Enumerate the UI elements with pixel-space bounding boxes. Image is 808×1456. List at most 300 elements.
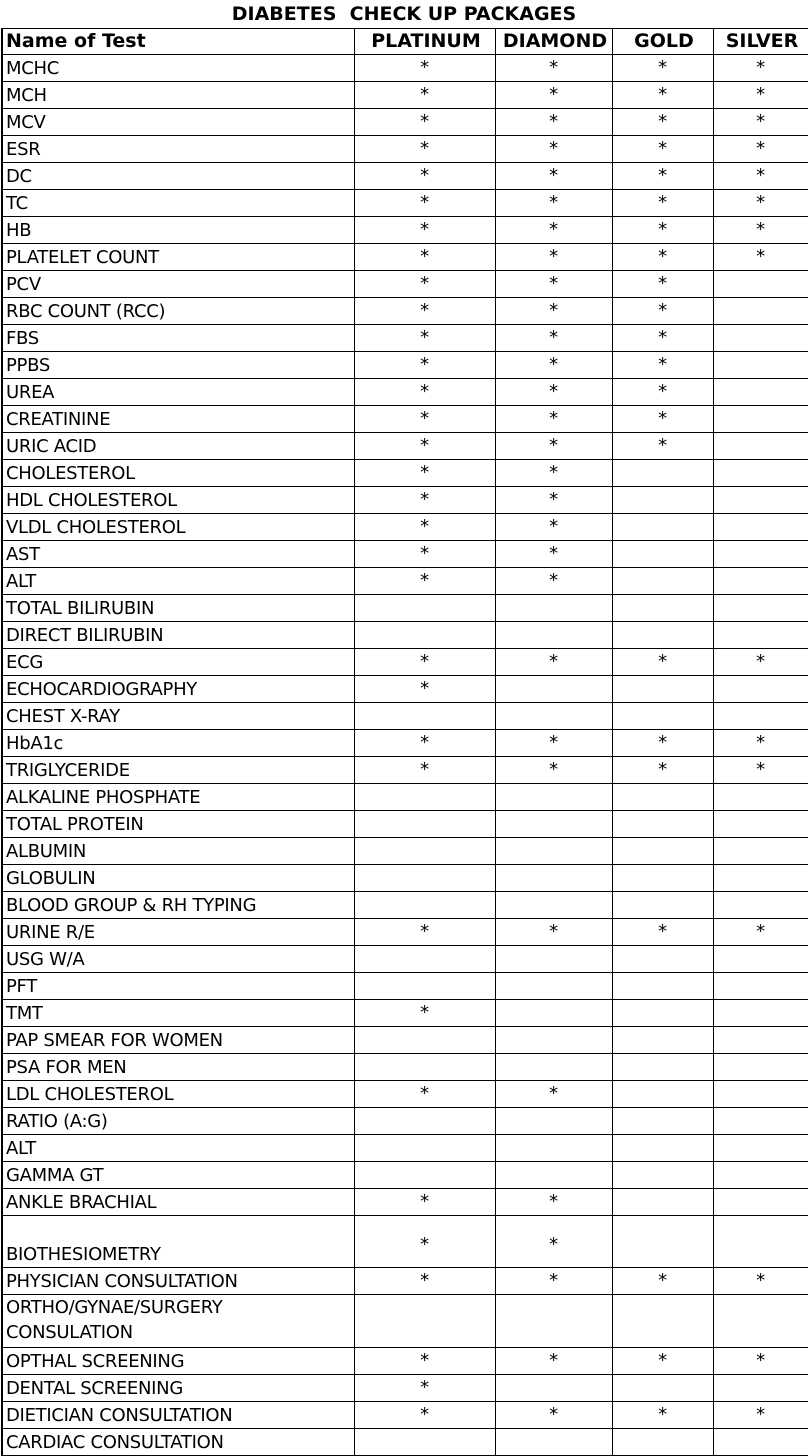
diamond-mark-cell [495,595,612,622]
silver-mark-cell: * [713,1348,808,1375]
diamond-mark-cell: * [495,379,612,406]
gold-mark-cell [612,1000,713,1027]
platinum-mark-cell: * [354,730,495,757]
silver-mark-cell [713,1295,808,1348]
diamond-mark-cell: * [495,217,612,244]
silver-mark-cell [713,1216,808,1268]
platinum-mark-cell [354,1054,495,1081]
gold-mark-cell: * [612,190,713,217]
test-name-cell: HbA1c [2,730,354,757]
test-name-cell: ALT [2,1135,354,1162]
diamond-mark-cell: * [495,433,612,460]
table-row [2,433,808,460]
silver-mark-cell [713,811,808,838]
diamond-mark-cell [495,892,612,919]
gold-mark-cell [612,811,713,838]
test-name-cell: PHYSICIAN CONSULTATION [2,1268,354,1295]
silver-mark-cell [713,1054,808,1081]
test-name-cell: HDL CHOLESTEROL [2,487,354,514]
diamond-mark-cell [495,1108,612,1135]
gold-mark-cell [612,1027,713,1054]
gold-mark-cell [612,1216,713,1268]
silver-mark-cell [713,460,808,487]
gold-mark-cell [612,1054,713,1081]
platinum-mark-cell [354,1135,495,1162]
silver-mark-cell [713,1135,808,1162]
table-row [2,1162,808,1189]
diamond-mark-cell: * [495,757,612,784]
test-name-cell: BLOOD GROUP & RH TYPING [2,892,354,919]
diamond-mark-cell [495,946,612,973]
diamond-mark-cell [495,784,612,811]
silver-mark-cell [713,1429,808,1456]
table-row [2,379,808,406]
platinum-mark-cell [354,1027,495,1054]
gold-mark-cell: * [612,244,713,271]
diamond-mark-cell: * [495,649,612,676]
table-row [2,1054,808,1081]
silver-mark-cell [713,325,808,352]
silver-mark-cell: * [713,244,808,271]
table-row [2,352,808,379]
gold-mark-cell: * [612,379,713,406]
gold-mark-cell: * [612,55,713,82]
table-row [2,811,808,838]
silver-mark-cell: * [713,82,808,109]
silver-mark-cell: * [713,757,808,784]
silver-mark-cell [713,676,808,703]
table-row [2,1000,808,1027]
gold-mark-cell: * [612,352,713,379]
test-name-cell: VLDL CHOLESTEROL [2,514,354,541]
platinum-mark-cell: * [354,1375,495,1402]
silver-mark-cell: * [713,919,808,946]
diamond-mark-cell: * [495,325,612,352]
platinum-mark-cell: * [354,1402,495,1429]
test-name-cell: CHOLESTEROL [2,460,354,487]
platinum-mark-cell [354,973,495,1000]
diamond-mark-cell: * [495,1348,612,1375]
test-name-cell: DC [2,163,354,190]
table-row [2,649,808,676]
test-name-cell: MCH [2,82,354,109]
platinum-mark-cell: * [354,325,495,352]
diamond-mark-cell [495,811,612,838]
platinum-mark-cell [354,1429,495,1456]
platinum-mark-cell: * [354,541,495,568]
gold-mark-cell [612,568,713,595]
header-row [2,29,808,55]
platinum-mark-cell [354,703,495,730]
platinum-mark-cell: * [354,271,495,298]
platinum-mark-cell: * [354,433,495,460]
silver-mark-cell [713,703,808,730]
gold-mark-cell [612,1375,713,1402]
platinum-mark-cell [354,1162,495,1189]
table-row [2,136,808,163]
gold-mark-cell: * [612,136,713,163]
diamond-mark-cell: * [495,298,612,325]
silver-mark-cell: * [713,55,808,82]
diamond-mark-cell: * [495,244,612,271]
gold-mark-cell [612,487,713,514]
test-name-cell: PFT [2,973,354,1000]
test-name-cell: ECG [2,649,354,676]
platinum-mark-cell: * [354,487,495,514]
diamond-mark-cell: * [495,1081,612,1108]
gold-mark-cell: * [612,1348,713,1375]
test-name-cell: FBS [2,325,354,352]
silver-mark-cell [713,433,808,460]
test-name-cell: GLOBULIN [2,865,354,892]
table-row [2,460,808,487]
platinum-mark-cell: * [354,568,495,595]
diamond-mark-cell: * [495,514,612,541]
gold-mark-cell [612,1162,713,1189]
silver-mark-cell [713,1108,808,1135]
table-row [2,1429,808,1456]
table-row [2,1027,808,1054]
test-name-cell: RATIO (A:G) [2,1108,354,1135]
test-name-cell: RBC COUNT (RCC) [2,298,354,325]
test-name-cell: ANKLE BRACHIAL [2,1189,354,1216]
test-name-cell: PAP SMEAR FOR WOMEN [2,1027,354,1054]
silver-mark-cell: * [713,1268,808,1295]
table-row [2,190,808,217]
gold-mark-cell: * [612,1402,713,1429]
platinum-mark-cell [354,838,495,865]
diamond-mark-cell [495,865,612,892]
platinum-mark-cell: * [354,379,495,406]
test-name-cell: ALT [2,568,354,595]
table-row [2,1108,808,1135]
silver-mark-cell: * [713,190,808,217]
gold-mark-cell [612,1081,713,1108]
silver-mark-cell [713,541,808,568]
diamond-mark-cell: * [495,163,612,190]
gold-mark-cell: * [612,82,713,109]
silver-mark-cell [713,865,808,892]
diamond-mark-cell [495,838,612,865]
gold-mark-cell: * [612,217,713,244]
gold-mark-cell [612,541,713,568]
test-name-cell: DIETICIAN CONSULTATION [2,1402,354,1429]
test-name-cell: CARDIAC CONSULTATION [2,1429,354,1456]
gold-mark-cell [612,838,713,865]
table-row [2,1375,808,1402]
packages-table [1,28,808,1456]
tests-body [2,55,808,1456]
gold-mark-cell: * [612,325,713,352]
diamond-mark-cell [495,1000,612,1027]
diamond-mark-cell: * [495,1189,612,1216]
diamond-mark-cell [495,1135,612,1162]
silver-mark-cell [713,1027,808,1054]
table-row [2,1402,808,1429]
gold-mark-cell [612,1189,713,1216]
table-row [2,730,808,757]
platinum-mark-cell: * [354,352,495,379]
silver-mark-cell: * [713,217,808,244]
gold-mark-cell [612,1135,713,1162]
silver-mark-cell: * [713,163,808,190]
test-name-cell: TOTAL PROTEIN [2,811,354,838]
diamond-mark-cell [495,1027,612,1054]
gold-mark-cell: * [612,730,713,757]
table-row [2,271,808,298]
test-name-cell: AST [2,541,354,568]
diamond-mark-cell: * [495,136,612,163]
platinum-mark-cell: * [354,109,495,136]
platinum-mark-cell: * [354,1081,495,1108]
silver-mark-cell [713,784,808,811]
column-header-silver: SILVER [713,29,808,55]
diamond-mark-cell: * [495,919,612,946]
table-row [2,1348,808,1375]
test-name-cell: DIRECT BILIRUBIN [2,622,354,649]
table-row [2,406,808,433]
table-row [2,838,808,865]
diamond-mark-cell: * [495,460,612,487]
table-row [2,217,808,244]
test-name-cell: MCV [2,109,354,136]
table-row [2,568,808,595]
silver-mark-cell [713,1000,808,1027]
silver-mark-cell [713,622,808,649]
platinum-mark-cell: * [354,190,495,217]
gold-mark-cell [612,865,713,892]
table-row [2,298,808,325]
diamond-mark-cell: * [495,1216,612,1268]
silver-mark-cell [713,1081,808,1108]
table-row [2,244,808,271]
gold-mark-cell [612,946,713,973]
platinum-mark-cell: * [354,1216,495,1268]
gold-mark-cell: * [612,919,713,946]
gold-mark-cell [612,892,713,919]
silver-mark-cell [713,973,808,1000]
platinum-mark-cell: * [354,1189,495,1216]
platinum-mark-cell: * [354,676,495,703]
table-row [2,973,808,1000]
test-name-cell: PCV [2,271,354,298]
platinum-mark-cell: * [354,919,495,946]
platinum-mark-cell: * [354,163,495,190]
gold-mark-cell: * [612,298,713,325]
test-name-cell: TMT [2,1000,354,1027]
test-name-cell: ECHOCARDIOGRAPHY [2,676,354,703]
test-name-cell: URINE R/E [2,919,354,946]
gold-mark-cell [612,595,713,622]
platinum-mark-cell: * [354,1268,495,1295]
platinum-mark-cell [354,892,495,919]
table-row [2,703,808,730]
platinum-mark-cell [354,811,495,838]
silver-mark-cell: * [713,109,808,136]
silver-mark-cell [713,892,808,919]
silver-mark-cell: * [713,730,808,757]
table-row [2,1268,808,1295]
table-row [2,1295,808,1348]
test-name-cell: ORTHO/GYNAE/SURGERY CONSULATION [2,1295,354,1348]
platinum-mark-cell: * [354,298,495,325]
table-row [2,1189,808,1216]
test-name-cell: URIC ACID [2,433,354,460]
silver-mark-cell [713,595,808,622]
diamond-mark-cell: * [495,541,612,568]
table-row [2,676,808,703]
column-header-gold: GOLD [612,29,713,55]
gold-mark-cell [612,1108,713,1135]
test-name-cell: TOTAL BILIRUBIN [2,595,354,622]
silver-mark-cell [713,271,808,298]
diamond-mark-cell: * [495,1402,612,1429]
test-name-cell: ESR [2,136,354,163]
platinum-mark-cell: * [354,460,495,487]
diamond-mark-cell: * [495,271,612,298]
table-row [2,55,808,82]
silver-mark-cell [713,379,808,406]
platinum-mark-cell: * [354,1000,495,1027]
column-header-platinum: PLATINUM [354,29,495,55]
gold-mark-cell [612,676,713,703]
test-name-cell: HB [2,217,354,244]
table-row [2,865,808,892]
table-row [2,1081,808,1108]
diamond-mark-cell [495,973,612,1000]
table-row [2,1135,808,1162]
table-row [2,784,808,811]
gold-mark-cell: * [612,406,713,433]
diamond-mark-cell: * [495,352,612,379]
platinum-mark-cell [354,595,495,622]
test-name-cell: PLATELET COUNT [2,244,354,271]
test-name-cell: MCHC [2,55,354,82]
platinum-mark-cell: * [354,82,495,109]
gold-mark-cell: * [612,163,713,190]
diamond-mark-cell: * [495,487,612,514]
silver-mark-cell [713,406,808,433]
table-row [2,892,808,919]
silver-mark-cell [713,352,808,379]
diamond-mark-cell: * [495,55,612,82]
test-name-cell: CHEST X-RAY [2,703,354,730]
platinum-mark-cell: * [354,55,495,82]
platinum-mark-cell [354,1108,495,1135]
silver-mark-cell [713,568,808,595]
diamond-mark-cell: * [495,568,612,595]
gold-mark-cell: * [612,649,713,676]
test-name-cell: DENTAL SCREENING [2,1375,354,1402]
table-row [2,82,808,109]
platinum-mark-cell [354,622,495,649]
test-name-cell: PPBS [2,352,354,379]
table-row [2,487,808,514]
test-name-cell: UREA [2,379,354,406]
silver-mark-cell [713,487,808,514]
gold-mark-cell [612,703,713,730]
table-row [2,757,808,784]
table-row [2,109,808,136]
silver-mark-cell [713,514,808,541]
gold-mark-cell: * [612,757,713,784]
diamond-mark-cell [495,622,612,649]
silver-mark-cell [713,1375,808,1402]
silver-mark-cell [713,298,808,325]
diamond-mark-cell: * [495,109,612,136]
diamond-mark-cell: * [495,82,612,109]
platinum-mark-cell [354,1295,495,1348]
gold-mark-cell [612,1295,713,1348]
silver-mark-cell: * [713,649,808,676]
platinum-mark-cell [354,865,495,892]
table-row [2,919,808,946]
test-name-cell: TC [2,190,354,217]
platinum-mark-cell [354,946,495,973]
gold-mark-cell: * [612,109,713,136]
platinum-mark-cell: * [354,217,495,244]
gold-mark-cell [612,622,713,649]
platinum-mark-cell: * [354,406,495,433]
column-header-test-name: Name of Test [2,29,354,55]
test-name-cell: CREATININE [2,406,354,433]
gold-mark-cell: * [612,271,713,298]
diamond-mark-cell [495,1054,612,1081]
platinum-mark-cell: * [354,1348,495,1375]
test-name-cell: PSA FOR MEN [2,1054,354,1081]
diamond-mark-cell [495,1429,612,1456]
test-name-cell: BIOTHESIOMETRY [2,1216,354,1268]
diamond-mark-cell: * [495,1268,612,1295]
diamond-mark-cell [495,703,612,730]
test-name-cell: USG W/A [2,946,354,973]
table-row [2,1216,808,1268]
platinum-mark-cell [354,784,495,811]
platinum-mark-cell: * [354,136,495,163]
table-row [2,163,808,190]
diamond-mark-cell: * [495,730,612,757]
gold-mark-cell [612,1429,713,1456]
silver-mark-cell: * [713,1402,808,1429]
diamond-mark-cell [495,676,612,703]
test-name-cell: OPTHAL SCREENING [2,1348,354,1375]
table-row [2,514,808,541]
silver-mark-cell [713,1162,808,1189]
gold-mark-cell [612,514,713,541]
diamond-mark-cell: * [495,190,612,217]
silver-mark-cell [713,1189,808,1216]
diamond-mark-cell [495,1295,612,1348]
platinum-mark-cell: * [354,244,495,271]
silver-mark-cell [713,838,808,865]
silver-mark-cell: * [713,136,808,163]
table-row [2,325,808,352]
diamond-mark-cell [495,1375,612,1402]
diamond-mark-cell [495,1162,612,1189]
gold-mark-cell: * [612,433,713,460]
table-row [2,946,808,973]
table-row [2,595,808,622]
table-row [2,541,808,568]
platinum-mark-cell: * [354,514,495,541]
test-name-cell: ALBUMIN [2,838,354,865]
gold-mark-cell [612,784,713,811]
test-name-cell: LDL CHOLESTEROL [2,1081,354,1108]
diamond-mark-cell: * [495,406,612,433]
test-name-cell: TRIGLYCERIDE [2,757,354,784]
test-name-cell: ALKALINE PHOSPHATE [2,784,354,811]
table-row [2,622,808,649]
